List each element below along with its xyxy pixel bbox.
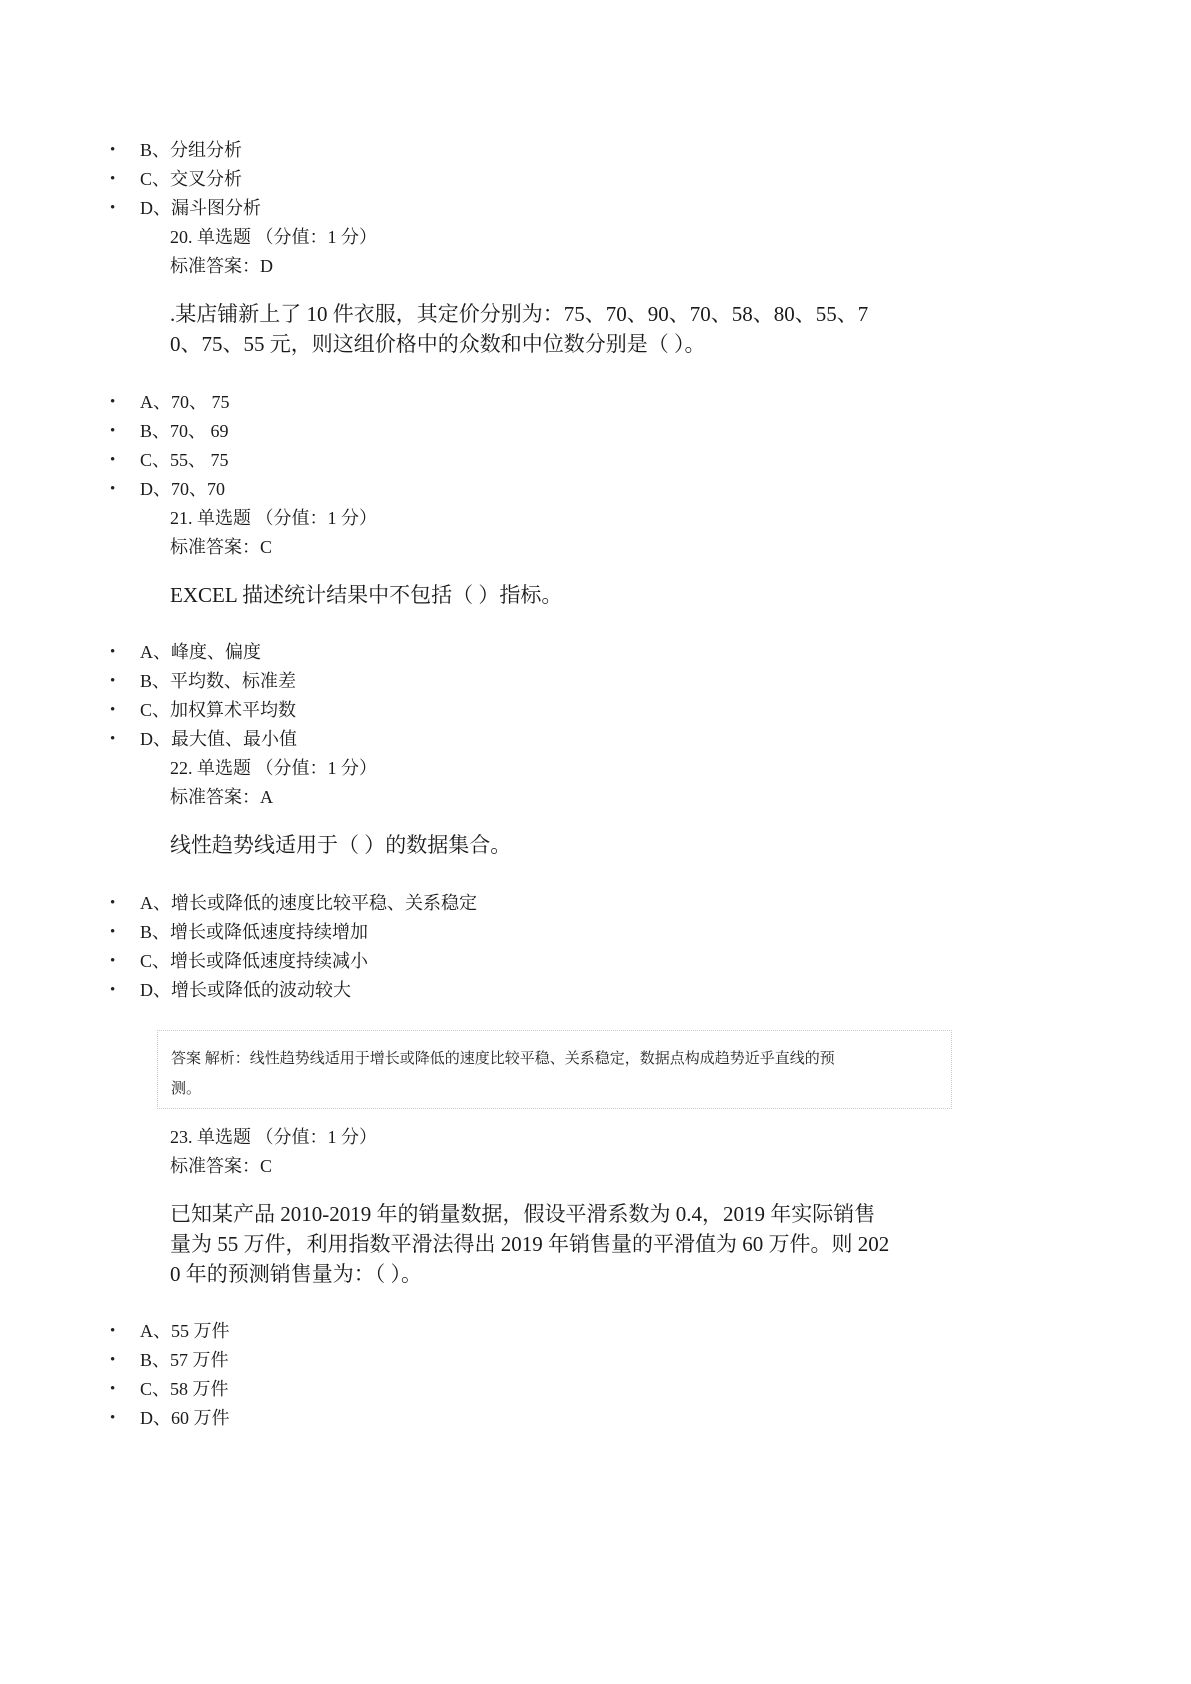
option-item: • C、加权算术平均数 [0,696,1191,725]
option-list [0,638,1191,754]
question-23 [0,1123,1191,1434]
option-item: • B、70、 69 [0,417,1191,446]
stem-line: 0、75、55 元，则这组价格中的众数和中位数分别是（ ）。 [170,332,706,356]
standard-answer: 标准答案：D [170,256,273,276]
option-item: • A、增长或降低的速度比较平稳、关系稳定 [0,889,1191,918]
option-item: • C、增长或降低速度持续减小 [0,947,1191,976]
option-item: • B、57 万件 [0,1346,1191,1375]
stem-line: 0 年的预测销售量为：（ ）。 [170,1261,422,1286]
question-20 [0,223,1191,504]
option-item: • C、58 万件 [0,1375,1191,1404]
option-item: • D、70、70 [0,475,1191,504]
standard-answer: 标准答案：C [170,1155,273,1176]
question-stem [0,580,1191,610]
option-list [0,388,1191,504]
stem-line: EXCEL 描述统计结果中不包括（ ）指标。 [170,582,563,607]
option-item: • B、分组分析 [0,136,1191,165]
option-item: • B、平均数、标准差 [0,667,1191,696]
stem-line: 已知某产品 2010-2019 年的销量数据，假设平滑系数为 0.4，2019 年实际销售 [170,1201,876,1226]
question-header: 20. 单选题 （分值：1 分） [170,227,377,247]
analysis-line: 答案 解析：线性趋势线适用于增长或降低的速度比较平稳、关系稳定，数据点构成趋势近乎直线的预 [171,1050,835,1067]
standard-answer: 标准答案：C [170,536,273,557]
option-item: • D、增长或降低的波动较大 [0,976,1191,1005]
option-item: • C、交叉分析 [0,165,1191,194]
question-22 [0,754,1191,1109]
answer-analysis-box [157,1030,952,1109]
stem-line: 量为 55 万件，利用指数平滑法得出 2019 年销售量的平滑值为 60 万件。则 202 [170,1231,890,1256]
stem-line: .某店铺新上了 10 件衣服，其定价分别为：75、70、90、70、58、80、55、7 [170,302,869,326]
option-list [0,1317,1191,1433]
option-item: • A、峰度、偏度 [0,638,1191,667]
option-item: • A、70、 75 [0,388,1191,417]
question-21 [0,504,1191,755]
question-stem [0,830,1191,860]
option-item: • D、60 万件 [0,1404,1191,1433]
question-stem [0,1199,1191,1289]
previous-question-options [0,136,1191,223]
analysis-line: 测。 [171,1080,202,1097]
stem-line: 线性趋势线适用于（ ）的数据集合。 [170,833,512,857]
option-item: • C、55、 75 [0,446,1191,475]
option-item: • D、漏斗图分析 [0,194,1191,223]
question-header: 23. 单选题 （分值：1 分） [170,1126,377,1147]
option-list [0,889,1191,1005]
question-header: 22. 单选题 （分值：1 分） [170,758,377,778]
standard-answer: 标准答案：A [170,787,273,807]
option-item: • B、增长或降低速度持续增加 [0,918,1191,947]
option-item: • A、55 万件 [0,1317,1191,1346]
question-stem [0,299,1191,359]
option-item: • D、最大值、最小值 [0,725,1191,754]
question-header: 21. 单选题 （分值：1 分） [170,507,377,528]
